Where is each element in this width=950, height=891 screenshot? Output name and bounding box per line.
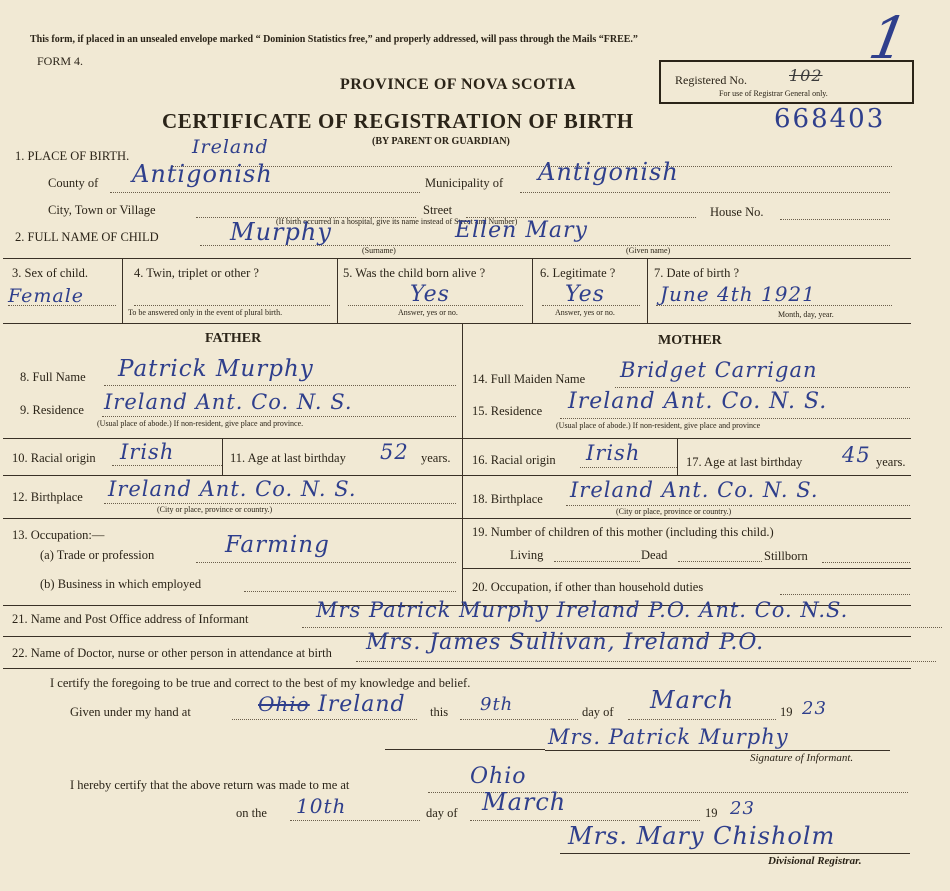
stillborn-label: Stillborn (764, 549, 808, 563)
registrar-year-prefix: 19 (705, 806, 718, 820)
child-given-name: Ellen Mary (455, 218, 588, 243)
legit-value: Yes (565, 282, 605, 307)
place-of-birth-label: 1. PLACE OF BIRTH. (15, 149, 130, 163)
certificate-title: CERTIFICATE OF REGISTRATION OF BIRTH (162, 109, 634, 133)
given-year-prefix: 19 (780, 705, 793, 719)
municipality-label: Municipality of (425, 176, 504, 190)
surname-label: (Surname) (362, 246, 396, 255)
father-birthplace-note: (City or place, province or country.) (157, 505, 273, 514)
father-racial-value: Irish (120, 440, 175, 464)
child-surname: Murphy (230, 218, 332, 246)
dead-label: Dead (641, 548, 668, 562)
street-label: Street (423, 203, 453, 217)
sex-value: Female (8, 285, 85, 307)
registered-value: 102 (789, 66, 823, 85)
province-heading: PROVINCE OF NOVA SCOTIA (340, 76, 576, 93)
municipality-value: Antigonish (538, 158, 679, 186)
father-age-label: 11. Age at last birthday (230, 451, 346, 465)
registrar-signature-label: Divisional Registrar. (768, 855, 862, 867)
mother-age-label: 17. Age at last birthday (686, 455, 803, 469)
trade-value: Farming (225, 532, 330, 558)
child-name-label: 2. FULL NAME OF CHILD (15, 230, 159, 244)
twin-note: To be answered only in the event of plural birth. (128, 308, 283, 317)
children-count-label: 19. Number of children of this mother (including this child.) (472, 525, 774, 539)
hospital-note: (If birth occurred in a hospital, give its name instead of Street and Number) (276, 217, 518, 226)
father-name-value: Patrick Murphy (118, 356, 314, 382)
living-label: Living (510, 548, 544, 562)
father-birthplace-label: 12. Birthplace (12, 490, 83, 504)
registered-label: Registered No. (675, 73, 747, 87)
county-value: Antigonish (132, 160, 273, 188)
father-name-label: 8. Full Name (20, 370, 86, 384)
father-residence-label: 9. Residence (20, 403, 84, 417)
registrar-on-label: on the (236, 806, 267, 820)
mother-residence-label: 15. Residence (472, 404, 543, 418)
mother-maiden-value: Bridget Carrigan (620, 358, 818, 382)
mother-age-value: 45 (842, 443, 871, 467)
city-label: City, Town or Village (48, 203, 156, 217)
given-day: 9th (480, 694, 514, 715)
dob-value: June 4th 1921 (660, 282, 816, 306)
house-label: House No. (710, 205, 764, 219)
given-name-label: (Given name) (626, 246, 671, 255)
mother-birthplace-label: 18. Birthplace (472, 492, 543, 506)
trade-label: (a) Trade or profession (40, 548, 155, 562)
father-heading: FATHER (205, 331, 262, 346)
dob-note: Month, day, year. (778, 310, 834, 319)
registrar-month: March (482, 788, 567, 816)
certification-statement: I certify the foregoing to be true and correct to the best of my knowledge and belief. (50, 676, 471, 690)
mother-birthplace-note: (City or place, province or country.) (616, 507, 732, 516)
mother-heading: MOTHER (658, 333, 722, 348)
legit-label: 6. Legitimate ? (540, 266, 616, 280)
given-year: 23 (802, 698, 827, 719)
corner-mark: 1 (864, 4, 913, 72)
registrar-statement: I hereby certify that the above return was made to me at (70, 778, 350, 792)
father-occupation-label: 13. Occupation:— (12, 528, 105, 542)
informant-value: Mrs Patrick Murphy Ireland P.O. Ant. Co. N.S. (316, 598, 849, 622)
dob-label: 7. Date of birth ? (654, 266, 740, 280)
informant-signature: Mrs. Patrick Murphy (548, 725, 789, 749)
father-residence-note: (Usual place of abode.) If non-resident, give place and province. (97, 419, 304, 428)
sex-label: 3. Sex of child. (12, 266, 89, 280)
registrar-signature: Mrs. Mary Chisholm (568, 822, 836, 850)
county-label: County of (48, 176, 99, 190)
mother-residence-note: (Usual place of abode.) If non-resident, give place and province (556, 421, 761, 430)
mother-age-suffix: years. (876, 455, 906, 469)
father-age-suffix: years. (421, 451, 451, 465)
alive-note: Answer, yes or no. (398, 308, 458, 317)
legit-note: Answer, yes or no. (555, 308, 615, 317)
registrar-general-note: For use of Registrar General only. (719, 89, 828, 98)
mother-occupation-label: 20. Occupation, if other than household duties (472, 580, 704, 594)
registrar-place: Ohio (470, 764, 527, 789)
this-label: this (430, 705, 449, 719)
registrar-day-of-label: day of (426, 806, 458, 820)
alive-label: 5. Was the child born alive ? (343, 266, 486, 280)
twin-label: 4. Twin, triplet or other ? (134, 266, 259, 280)
mother-birthplace-value: Ireland Ant. Co. N. S. (570, 478, 819, 502)
registrar-year: 23 (730, 798, 755, 819)
father-racial-label: 10. Racial origin (12, 451, 96, 465)
certificate-number: 668403 (774, 104, 886, 134)
business-label: (b) Business in which employed (40, 577, 202, 591)
registrar-day: 10th (296, 794, 347, 818)
attendant-label: 22. Name of Doctor, nurse or other person in attendance at birth (12, 646, 332, 660)
mother-racial-value: Irish (586, 441, 641, 465)
given-label: Given under my hand at (70, 705, 191, 719)
mother-maiden-label: 14. Full Maiden Name (472, 372, 586, 386)
given-month: March (650, 686, 735, 714)
mother-racial-label: 16. Racial origin (472, 453, 556, 467)
given-place: Ireland (318, 692, 406, 717)
attendant-value: Mrs. James Sullivan, Ireland P.O. (366, 630, 765, 655)
form-number: FORM 4. (37, 54, 84, 68)
given-place-struck: Ohio (258, 692, 310, 716)
informant-label: 21. Name and Post Office address of Informant (12, 612, 249, 626)
informant-signature-label: Signature of Informant. (750, 752, 854, 764)
certificate-subtitle: (BY PARENT OR GUARDIAN) (372, 136, 510, 147)
father-residence-value: Ireland Ant. Co. N. S. (104, 390, 353, 414)
father-age-value: 52 (380, 440, 409, 464)
mother-residence-value: Ireland Ant. Co. N. S. (568, 389, 828, 414)
father-birthplace-value: Ireland Ant. Co. N. S. (108, 477, 357, 501)
place-of-birth-value: Ireland (192, 136, 269, 158)
mail-notice: This form, if placed in an unsealed envelope marked “ Dominion Statistics free,” and properly addressed, will pass through the Mails “FREE.” (30, 34, 638, 45)
registered-number-box (659, 60, 914, 104)
alive-value: Yes (410, 282, 450, 307)
given-day-of-label: day of (582, 705, 614, 719)
